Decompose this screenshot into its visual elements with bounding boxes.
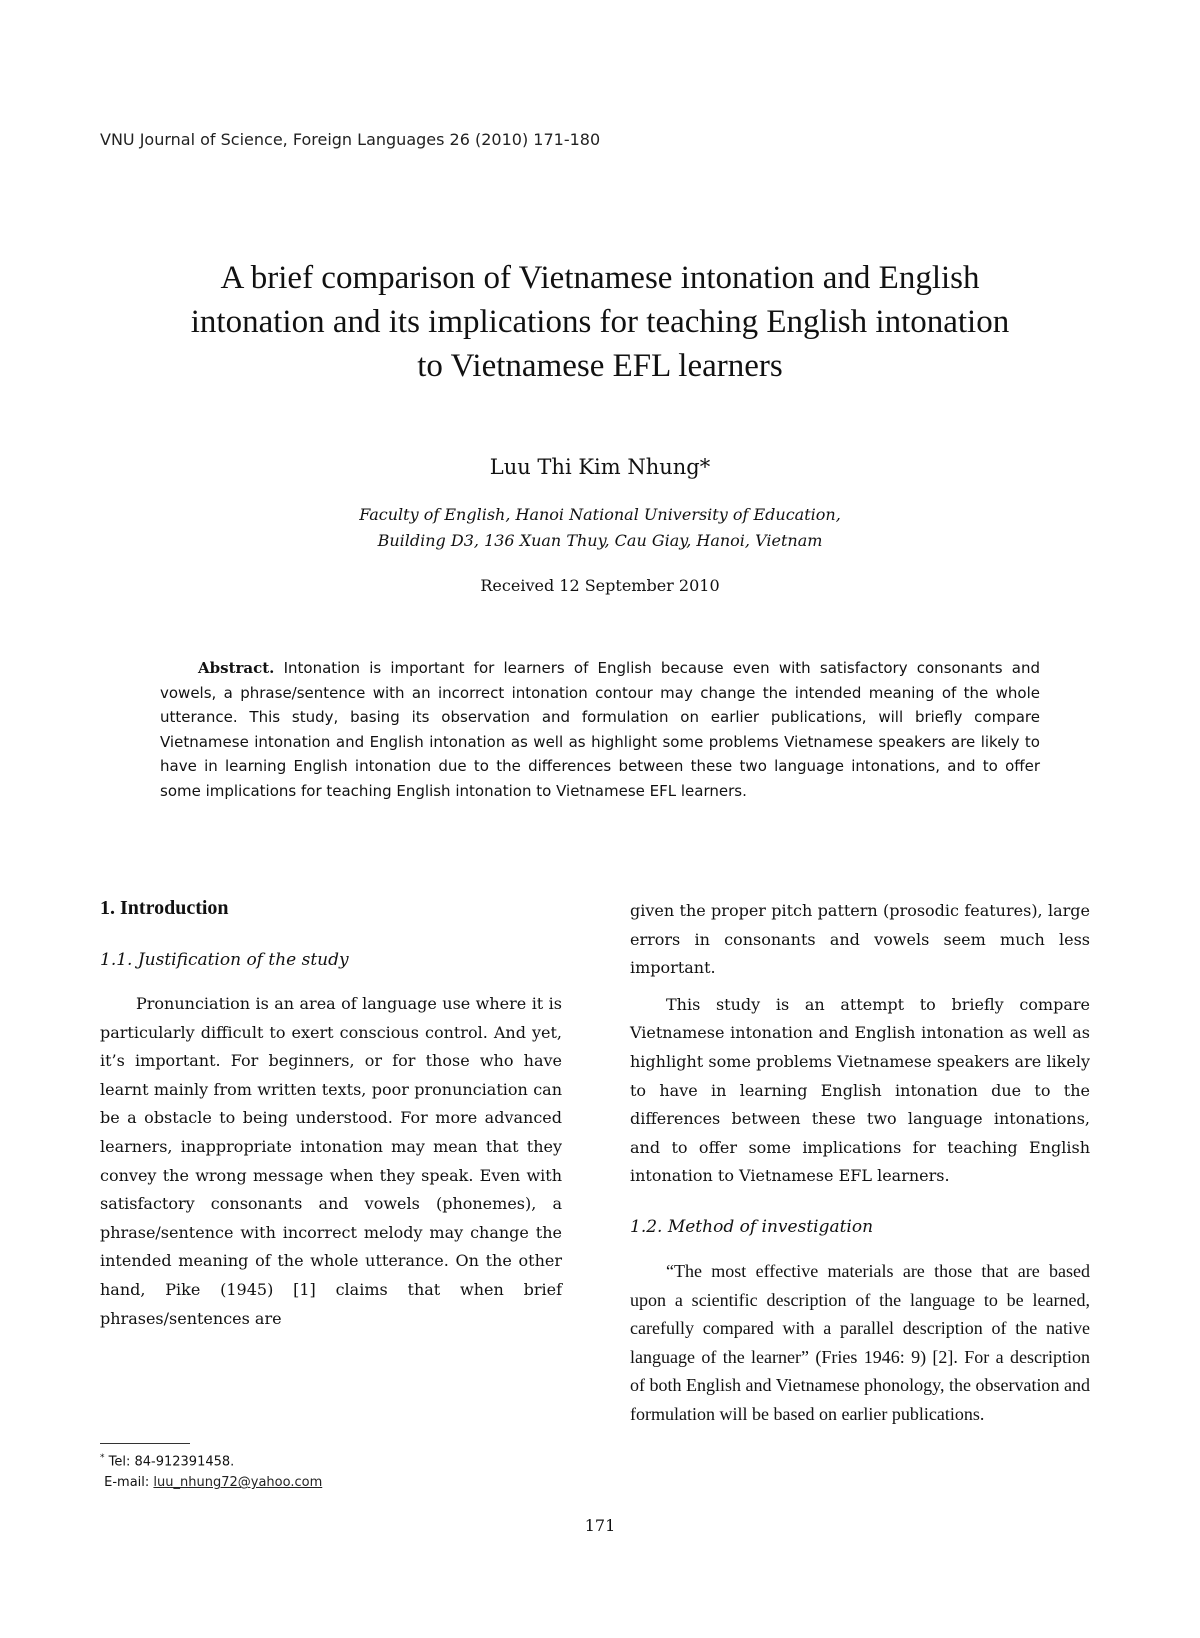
left-column [100, 897, 562, 1333]
author-name: Luu Thi Kim Nhung* [489, 455, 711, 479]
received-date: Received 12 September 2010 [480, 576, 720, 595]
method-paragraph: “The most effective materials are those that are based upon a scientific description of the language to be learned, carefully compared with a parallel description of the native language of the learner” (Fries 1946: 9) [2]. For a description of both English and Vietnamese phonology, the observation and formulation will be based on earlier publications. [630, 1260, 1090, 1424]
journal-header: VNU Journal of Science, Foreign Languages 26 (2010) 171-180 [100, 130, 601, 149]
footnote-email-label: E-mail: [104, 1475, 154, 1491]
abstract-label: Abstract. [198, 659, 275, 677]
title-line-1: A brief comparison of Vietnamese intonation and English [220, 260, 980, 296]
continued-paragraph: given the proper pitch pattern (prosodic features), large errors in consonants and vowels seem much less important. [630, 901, 1090, 978]
subsection-heading-method: 1.2. Method of investigation [630, 1216, 874, 1237]
affiliation-line-2: Building D3, 136 Xuan Thuy, Cau Giay, Hanoi, Vietnam [377, 531, 823, 550]
abstract [160, 656, 1040, 803]
title-line-3: to Vietnamese EFL learners [417, 348, 783, 384]
section-heading-introduction: 1. Introduction [100, 897, 229, 919]
footnote [100, 1448, 322, 1493]
affiliation-line-1: Faculty of English, Hanoi National University of Education, [359, 505, 841, 524]
footnote-tel: Tel: 84-912391458. [108, 1454, 235, 1470]
justification-paragraph: Pronunciation is an area of language use where it is particularly difficult to exert conscious control. And yet, it’s important. For beginners, or for those who have learnt mainly from written texts, poor pronunciation can be a obstacle to being understood. For more advanced learners, inappropriate intonation may mean that they convey the wrong message when they speak. Even with satisfactory consonants and vowels (phonemes), a phrase/sentence with incorrect melody may change the intended meaning of the whole utterance. On the other hand, Pike (1945) [1] claims that when brief phrases/sentences are [100, 994, 562, 1328]
title-line-2: intonation and its implications for teaching English intonation [190, 304, 1010, 340]
paper-title [100, 256, 1100, 388]
page-number: 171 [584, 1516, 616, 1535]
affiliation [100, 502, 1100, 554]
footnote-email-link[interactable]: luu_nhung72@yahoo.com [153, 1475, 323, 1491]
study-aim-paragraph: This study is an attempt to briefly compare Vietnamese intonation and English intonation as well as highlight some problems Vietnamese speakers are likely to have in learning English intonation due to the differences between these two language intonations, and to offer some implications for teaching English intonation to Vietnamese EFL learners. [630, 994, 1090, 1186]
footnote-divider [100, 1443, 190, 1444]
right-column [630, 897, 1090, 1429]
footnote-marker: * [100, 1453, 105, 1463]
subsection-heading-justification: 1.1. Justification of the study [100, 950, 349, 970]
abstract-text: Intonation is important for learners of English because even with satisfactory consonants and vowels, a phrase/sentence with an incorrect intonation contour may change the intended meaning of the whole utterance. This study, basing its observation and formulation on earlier publications, will briefly compare Vietnamese intonation and English intonation as well as highlight some problems Vietnamese speakers are likely to have in learning English intonation due to the differences between these two language intonations, and to offer some implications for teaching English intonation to Vietnamese EFL learners. [160, 659, 1040, 800]
